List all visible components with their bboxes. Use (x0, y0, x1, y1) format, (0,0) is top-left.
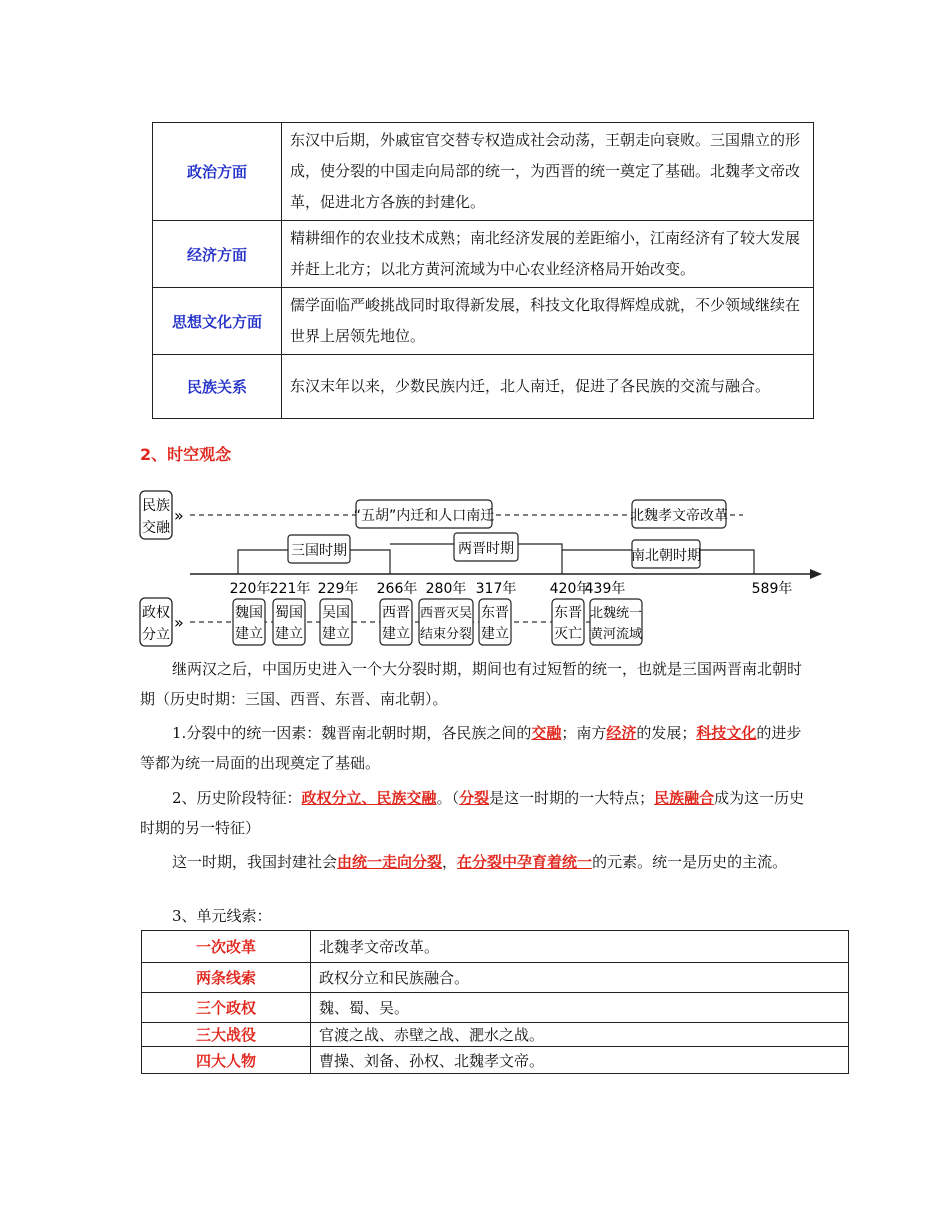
clue-label: 四大人物 (142, 1047, 311, 1074)
reform-label: 北魏孝文帝改革 (630, 508, 728, 524)
event-label: 蜀国 (275, 605, 303, 621)
row1-arrow: » (174, 506, 184, 525)
event-label: 西晋 (382, 605, 410, 621)
clue-label: 三个政权 (142, 993, 311, 1023)
event-label: 建立 (382, 626, 410, 642)
text-span: ；南方 (561, 724, 607, 742)
event-label: 西晋灭吴 (419, 606, 473, 621)
text-span: 成为这一历史时期的另一特征） (140, 789, 805, 837)
row-label: 思想文化方面 (153, 288, 282, 355)
row-label: 民族关系 (153, 355, 282, 419)
clue-text: 政权分立和民族融合。 (311, 963, 849, 993)
year-label: 420年 (549, 581, 591, 597)
migration-label: “五胡”内迁和人口南迁 (353, 508, 495, 524)
table-row (153, 355, 814, 419)
clue-label: 三大战役 (142, 1023, 311, 1047)
row1-label-b: 交融 (142, 520, 170, 536)
highlight: 由统一走向分裂 (337, 853, 443, 871)
highlight: 科技文化 (696, 724, 757, 742)
table-row (142, 1023, 849, 1047)
event-label: 建立 (481, 626, 509, 642)
event-label: 建立 (275, 626, 303, 642)
event-label: 北魏统一 (589, 606, 643, 621)
year-label: 229年 (317, 581, 359, 597)
period-label: 两晋时期 (458, 541, 514, 557)
section-heading: 2、时空观念 (140, 445, 232, 464)
row-text: 东汉中后期，外戚宦官交替专权造成社会动荡，王朝走向衰败。三国鼎立的形成，使分裂的中国走向局部的统一，为西晋的统一奠定了基础。北魏孝文帝改革，促进北方各族的封建化。 (282, 123, 814, 221)
text-span: 是这一时期的一大特点； (489, 789, 655, 807)
row2-arrow: » (174, 613, 184, 632)
row1-label-a: 民族 (142, 498, 170, 514)
year-label: 220年 (229, 581, 271, 597)
year-label: 221年 (269, 581, 311, 597)
row-text: 东汉末年以来，少数民族内迁，北人南迁，促进了各民族的交流与融合。 (282, 355, 814, 419)
text-span: 这一时期，我国封建社会 (172, 853, 338, 871)
clue-label: 一次改革 (142, 931, 311, 963)
highlight: 分裂 (459, 789, 490, 807)
event-label: 黄河流域 (589, 627, 643, 642)
text-span: 2、历史阶段特征： (172, 789, 302, 807)
period-bracket (518, 544, 562, 574)
year-label: 317年 (475, 581, 517, 597)
year-label: 266年 (376, 581, 418, 597)
highlight: 经济 (606, 724, 637, 742)
row-text: 儒学面临严峻挑战同时取得新发展，科技文化取得辉煌成就，不少领域继续在世界上居领先地位。 (282, 288, 814, 355)
table-row (153, 288, 814, 355)
text-span: ， (442, 853, 458, 871)
text-span: 的进步等都为统一局面的出现奠定了基础。 (140, 724, 802, 772)
clue-label: 两条线索 (142, 963, 311, 993)
table-row (142, 1047, 849, 1074)
row2-label-a: 政权 (142, 605, 170, 621)
period-bracket (350, 550, 390, 574)
event-label: 建立 (322, 626, 350, 642)
text-span: 的元素。统一是历史的主流。 (592, 853, 788, 871)
table-row (153, 123, 814, 221)
period-label: 南北朝时期 (631, 548, 701, 564)
clue-text: 魏、蜀、吴。 (311, 993, 849, 1023)
highlight: 民族融合 (654, 789, 715, 807)
highlight: 在分裂中孕育着统一 (457, 853, 593, 871)
period-bracket (238, 550, 288, 574)
year-label: 439年 (584, 581, 626, 597)
row-label: 经济方面 (153, 221, 282, 288)
clue-heading: 3、单元线索： (172, 907, 272, 925)
highlight: 交融 (531, 724, 562, 742)
text-span: 。（ (436, 789, 460, 807)
timeline-diagram (138, 488, 828, 650)
text-span: 1.分裂中的统一因素：魏晋南北朝时期，各民族之间的 (172, 724, 532, 742)
year-label: 280年 (425, 581, 467, 597)
intro-paragraph: 继两汉之后，中国历史进入一个大分裂时期，期间也有过短暂的统一，也就是三国两晋南北朝时期（历史时期：三国、西晋、东晋、南北朝）。 (140, 660, 803, 708)
event-label: 吴国 (322, 605, 350, 621)
row2-label-b: 分立 (142, 627, 170, 643)
row-label: 政治方面 (153, 123, 282, 221)
event-label: 建立 (235, 626, 263, 642)
paragraph-unity-factors (140, 718, 810, 778)
period-label: 三国时期 (291, 543, 347, 559)
clue-text: 曹操、刘备、孙权、北魏孝文帝。 (311, 1047, 849, 1074)
clues-table (141, 930, 849, 1074)
event-label: 东晋 (481, 605, 509, 621)
paragraph-feudal-society (140, 847, 810, 877)
table-row (142, 993, 849, 1023)
clue-text: 官渡之战、赤壁之战、淝水之战。 (311, 1023, 849, 1047)
aspects-table (152, 122, 814, 419)
table-row (142, 963, 849, 993)
period-bracket (700, 550, 754, 574)
clue-text: 北魏孝文帝改革。 (311, 931, 849, 963)
paragraph-stage-features (140, 783, 810, 843)
text-span: 的发展； (636, 724, 697, 742)
row-text: 精耕细作的农业技术成熟；南北经济发展的差距缩小，江南经济有了较大发展并赶上北方；以北方黄河流域为中心农业经济格局开始改变。 (282, 221, 814, 288)
event-label: 魏国 (235, 605, 263, 621)
year-label: 589年 (751, 581, 793, 597)
event-label: 东晋 (554, 605, 582, 621)
event-label: 结束分裂 (419, 627, 473, 642)
table-row (142, 931, 849, 963)
table-row (153, 221, 814, 288)
event-label: 灭亡 (554, 626, 582, 642)
highlight: 政权分立、民族交融 (301, 789, 437, 807)
axis-arrowhead (810, 569, 822, 579)
